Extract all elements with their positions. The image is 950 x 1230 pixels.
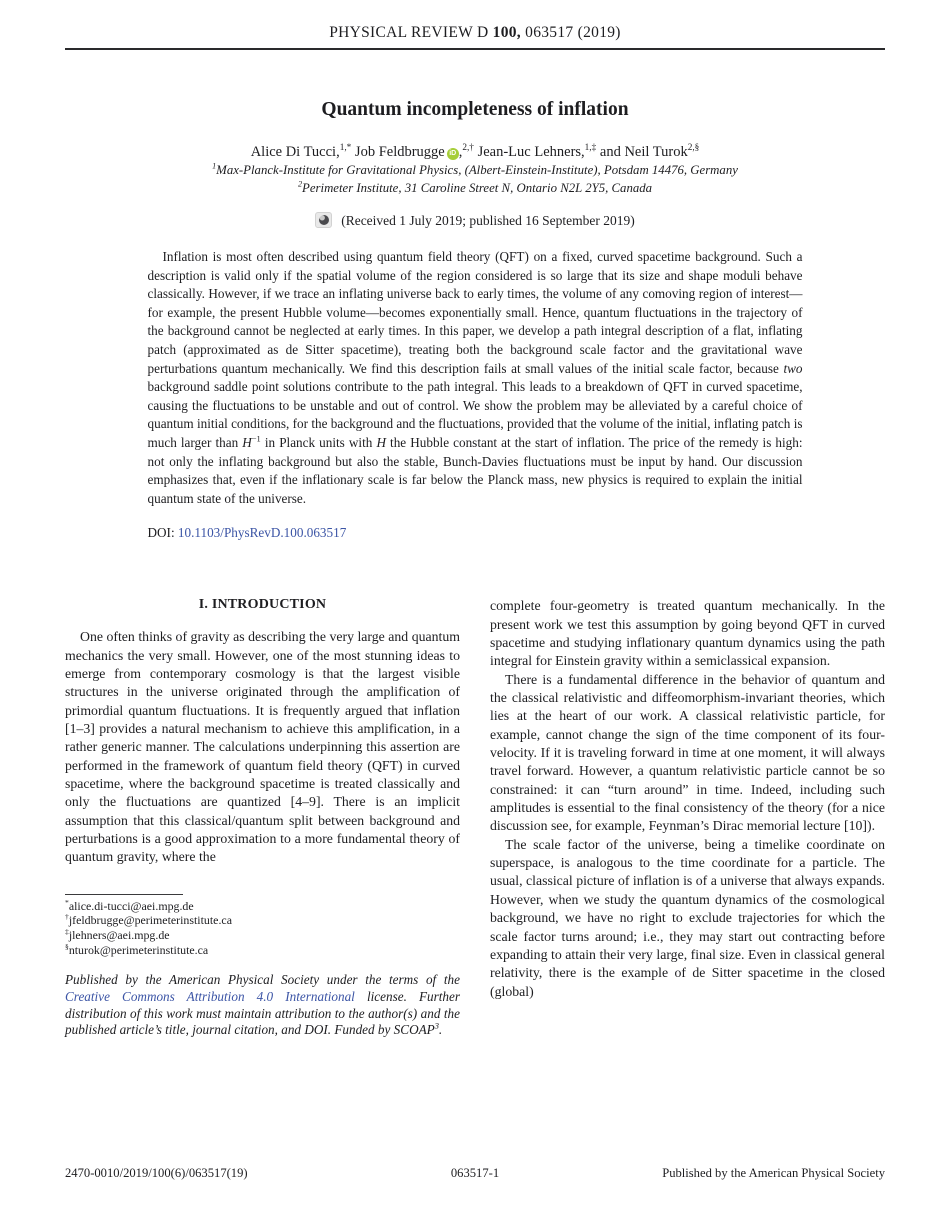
footnote-email-4: §nturok@perimeterinstitute.ca bbox=[65, 941, 209, 957]
body-paragraph: One often thinks of gravity as describing the very large and quantum mechanics the very small. However, one of the most stunning ideas to emerge from contemporary cosmology is that the largest visible structures in the universe originated through the amplification of primordial quantum fluctuations. It is frequently argued that inflation [1–3] provides a natural mechanism to achieve this amplification, in a rather generic manner. The calculations underpinning this assertion are performed in the framework of quantum field theory (QFT) in curved spacetime, where the background spacetime is treated classically and only the fluctuations are quantized [4–9]. There is an implicit assumption that this classical/quantum split between background and perturbations is a good approximation to a more fundamental theory of quantum gravity, where the bbox=[65, 629, 460, 865]
affiliation-1: $^1$Max-Planck-Institute for Gravitational Physics, (Albert-Einstein-Institute), Potsdam 14476, Germany bbox=[212, 161, 738, 177]
abstract: Inflation is most often described using quantum field theory (QFT) on a fixed, curved spacetime background. Such a description is valid only if the spatial volume of the region considered is so large that its size and shape moduli behave classically. However, if we trace an inflating universe back to early times, the volume of any comoving region of interest—for example, the present Hubble volume—becomes exponentially small. Hence, quantum fluctuations in the trajectory of the background cannot be neglected at early times. In this paper, we develop a path integral description of a flat, inflating patch (approximated as de Sitter spacetime), treating both the background scale factor and the gravitational wave perturbations quantum mechanically. We find this description fails at small values of the initial scale factor, because two background saddle point solutions contribute to the path integral. This leads to a breakdown of QFT in curved spacetime, causing the fluctuations to be unstable and out of control. We show the problem may be alleviated by a careful choice of quantum initial conditions, for the background and the fluctuations, provided that the volume of the initial, inflating patch is much larger than $H^{-1}$ in Planck units with H the Hubble constant at the start of inflation. The price of the remedy is high: not only the inflating background but also the stable, Bunch-Davies fluctuations must be input by hand. Our discussion emphasizes that, even if the inflationary scale is far below the Planck mass, new physics is required to explain the initial quantum state of the universe. bbox=[147, 249, 803, 506]
footer-publisher: Published by the American Physical Society bbox=[662, 1166, 885, 1180]
orcid-icon[interactable]: iD bbox=[447, 148, 459, 160]
received-line bbox=[65, 212, 885, 229]
received-text: (Received 1 July 2019; published 16 September 2019) bbox=[341, 213, 635, 228]
doi-label: DOI: bbox=[147, 525, 178, 541]
footnote-email-3: ‡jlehners@aei.mpg.de bbox=[65, 927, 170, 942]
footnote-email-1: *alice.di-tucci@aei.mpg.de bbox=[65, 897, 194, 913]
footer-page-number: 063517-1 bbox=[450, 1166, 500, 1180]
body-paragraph: There is a fundamental difference in the behavior of quantum and the classical relativistic and diffeomorphism-invariant theories, which lies at the heart of our work. A classical relativistic particle, for example, cannot change the sign of the time component of its four-velocity. If it is traveling forward in time at one moment, it will always travel forward. However, a quantum relativistic particle cannot be so constrained: it can “turn around” in time. Indeed, including such amplitudes is essential to the final consistency of the theory (for a nice discussion see, for example, Feynman’s Dirac memorial lecture [10]). bbox=[490, 671, 885, 834]
page-footer bbox=[65, 1166, 885, 1181]
body-paragraph: The scale factor of the universe, being a timelike coordinate on superspace, is analogous to the time coordinate for a particle. The usual, classical picture of inflation is of a universe that always expands. However, when we study the quantum dynamics of the cosmological background, we have no right to exclude trajectories for which the scale factor turns around; i.e., they may start out contracting before expanding to attain their very large, final size. Even in classical general relativity, there is the example of de Sitter spacetime in the closed (global) bbox=[490, 836, 886, 999]
journal-header: PHYSICAL REVIEW D 100, 063517 (2019) bbox=[329, 24, 621, 41]
right-column bbox=[490, 597, 885, 1039]
page-title: Quantum incompleteness of inflation bbox=[321, 99, 629, 120]
two-column-body bbox=[65, 597, 885, 1039]
authors-line: Alice Di Tucci,$^{1,*}$ Job Feldbrugge iD ,$^{2,\dagger}$ Jean-Luc Lehners,$^{1,\ddagger}$ and Neil Turok$^{2,\S}$ bbox=[250, 143, 700, 160]
left-column bbox=[65, 597, 460, 1039]
footnote-email-2: †jfeldbrugge@perimeterinstitute.ca bbox=[65, 912, 232, 928]
doi-link[interactable]: 10.1103/PhysRevD.100.063517 bbox=[177, 525, 347, 541]
footnote-rule bbox=[65, 894, 183, 895]
doi-line bbox=[148, 525, 803, 541]
body-paragraph: complete four-geometry is treated quantum mechanically. In the present work we test this assumption by going beyond QFT in curved spacetime and studying inflationary quantum dynamics using the path integral for Einstein gravity within a semiclassical expansion. bbox=[490, 598, 885, 669]
affiliation-2: $^2$Perimeter Institute, 31 Caroline Street N, Ontario N2L 2Y5, Canada bbox=[297, 179, 653, 195]
footer-issn-code: 2470-0010/2019/100(6)/063517(19) bbox=[65, 1166, 248, 1180]
section-heading-introduction: I. INTRODUCTION bbox=[198, 597, 327, 613]
crossmark-icon[interactable] bbox=[315, 212, 332, 228]
license-statement: Published by the American Physical Society under the terms of the Creative Commons Attribution 4.0 International license. Further distribution of this work must maintain attribution to the author(s) and the published article’s title, journal citation, and DOI. Funded by SCOAP$^3$. bbox=[65, 972, 460, 1038]
footnotes bbox=[65, 899, 460, 957]
header-rule bbox=[65, 48, 885, 50]
text-link[interactable]: Creative Commons Attribution 4.0 International bbox=[65, 988, 355, 1004]
